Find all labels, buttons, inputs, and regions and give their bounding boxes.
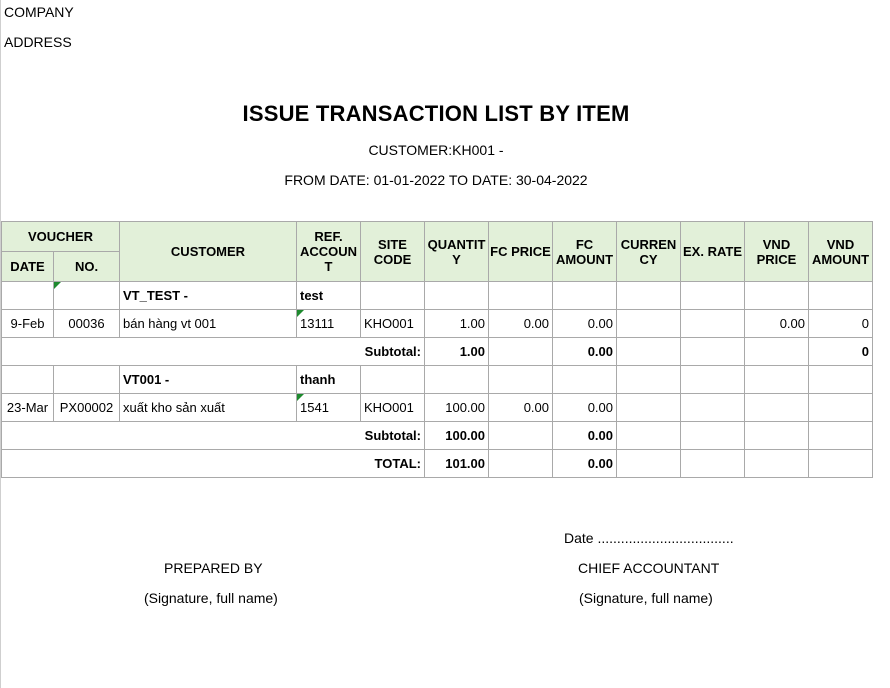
total-fc-amount[interactable]: 0.00 [553, 450, 617, 478]
customer-header: CUSTOMER [120, 222, 297, 282]
subtotal-fc-amount[interactable]: 0.00 [553, 338, 617, 366]
row-fc-price[interactable]: 0.00 [489, 394, 553, 422]
row-vnd-amount[interactable]: 0 [809, 310, 873, 338]
row-customer[interactable]: bán hàng vt 001 [120, 310, 297, 338]
address-label: ADDRESS [4, 34, 72, 50]
row-date[interactable]: 23-Mar [2, 394, 54, 422]
group-row [2, 366, 873, 394]
cell[interactable] [745, 450, 809, 478]
item-name[interactable]: test [297, 282, 361, 310]
row-no[interactable]: 00036 [54, 310, 120, 338]
fc-price-header: FC PRICE [489, 222, 553, 282]
cell[interactable] [361, 366, 425, 394]
cell[interactable] [553, 366, 617, 394]
prepared-by-label: PREPARED BY [164, 560, 263, 576]
table-row [2, 310, 873, 338]
cell[interactable] [489, 422, 553, 450]
cell[interactable] [489, 450, 553, 478]
subtotal-quantity[interactable]: 100.00 [425, 422, 489, 450]
cell[interactable] [745, 422, 809, 450]
cell[interactable] [553, 282, 617, 310]
ex-rate-header: EX. RATE [681, 222, 745, 282]
row-ref-account[interactable]: 1541 [297, 394, 361, 422]
cell[interactable] [617, 422, 681, 450]
row-customer[interactable]: xuất kho sản xuất [120, 394, 297, 422]
row-date[interactable]: 9-Feb [2, 310, 54, 338]
cell[interactable] [809, 282, 873, 310]
voucher-header: VOUCHER [2, 222, 120, 252]
cell[interactable] [681, 282, 745, 310]
row-currency[interactable] [617, 310, 681, 338]
cell[interactable] [617, 366, 681, 394]
cell[interactable] [681, 338, 745, 366]
row-vnd-price[interactable]: 0.00 [745, 310, 809, 338]
customer-filter-line: CUSTOMER:KH001 - [368, 142, 504, 158]
row-fc-amount[interactable]: 0.00 [553, 310, 617, 338]
cell[interactable] [489, 338, 553, 366]
cell[interactable] [809, 450, 873, 478]
cell[interactable] [2, 282, 54, 310]
currency-header: CURREN CY [617, 222, 681, 282]
subtotal-quantity[interactable]: 1.00 [425, 338, 489, 366]
header-row-1 [2, 222, 873, 252]
fc-amount-header: FC AMOUNT [553, 222, 617, 282]
company-label: COMPANY [4, 4, 74, 20]
cell[interactable] [425, 366, 489, 394]
cell[interactable] [681, 366, 745, 394]
cell[interactable] [54, 282, 120, 310]
cell[interactable] [489, 366, 553, 394]
row-quantity[interactable]: 100.00 [425, 394, 489, 422]
row-ex-rate[interactable] [681, 310, 745, 338]
subtotal-vnd-amount[interactable] [809, 422, 873, 450]
item-code[interactable]: VT_TEST - [120, 282, 297, 310]
row-quantity[interactable]: 1.00 [425, 310, 489, 338]
cell[interactable] [745, 338, 809, 366]
row-fc-amount[interactable]: 0.00 [553, 394, 617, 422]
date-header: DATE [2, 252, 54, 282]
subtotal-row [2, 338, 873, 366]
cell[interactable] [745, 282, 809, 310]
row-site-code[interactable]: KHO001 [361, 394, 425, 422]
subtotal-label[interactable]: Subtotal: [2, 338, 425, 366]
report-title: ISSUE TRANSACTION LIST BY ITEM [242, 101, 630, 126]
row-no[interactable]: PX00002 [54, 394, 120, 422]
cell[interactable] [489, 282, 553, 310]
cell[interactable] [54, 366, 120, 394]
total-row [2, 450, 873, 478]
site-code-header: SITE CODE [361, 222, 425, 282]
cell[interactable] [681, 450, 745, 478]
cell[interactable] [745, 366, 809, 394]
ref-account-header: REF. ACCOUN T [297, 222, 361, 282]
row-currency[interactable] [617, 394, 681, 422]
chief-accountant-label: CHIEF ACCOUNTANT [578, 560, 720, 576]
signature-date-line: Date ................................... [564, 530, 734, 546]
vnd-amount-header: VND AMOUNT [809, 222, 873, 282]
item-code[interactable]: VT001 - [120, 366, 297, 394]
vnd-price-header: VND PRICE [745, 222, 809, 282]
row-vnd-amount[interactable] [809, 394, 873, 422]
no-header: NO. [54, 252, 120, 282]
item-name[interactable]: thanh [297, 366, 361, 394]
cell[interactable] [617, 338, 681, 366]
transaction-table [1, 221, 873, 478]
subtotal-row [2, 422, 873, 450]
cell[interactable] [617, 282, 681, 310]
total-label[interactable]: TOTAL: [2, 450, 425, 478]
table-row [2, 394, 873, 422]
total-quantity[interactable]: 101.00 [425, 450, 489, 478]
group-row [2, 282, 873, 310]
row-ref-account[interactable]: 13111 [297, 310, 361, 338]
cell[interactable] [681, 422, 745, 450]
quantity-header: QUANTIT Y [425, 222, 489, 282]
prepared-by-signature-note: (Signature, full name) [144, 590, 278, 606]
cell[interactable] [617, 450, 681, 478]
date-range-line: FROM DATE: 01-01-2022 TO DATE: 30-04-2022 [284, 172, 588, 188]
cell[interactable] [2, 366, 54, 394]
row-ex-rate[interactable] [681, 394, 745, 422]
row-site-code[interactable]: KHO001 [361, 310, 425, 338]
row-vnd-price[interactable] [745, 394, 809, 422]
cell[interactable] [361, 282, 425, 310]
row-fc-price[interactable]: 0.00 [489, 310, 553, 338]
cell[interactable] [425, 282, 489, 310]
subtotal-fc-amount[interactable]: 0.00 [553, 422, 617, 450]
chief-accountant-signature-note: (Signature, full name) [579, 590, 713, 606]
cell[interactable] [809, 366, 873, 394]
subtotal-vnd-amount[interactable]: 0 [809, 338, 873, 366]
subtotal-label[interactable]: Subtotal: [2, 422, 425, 450]
